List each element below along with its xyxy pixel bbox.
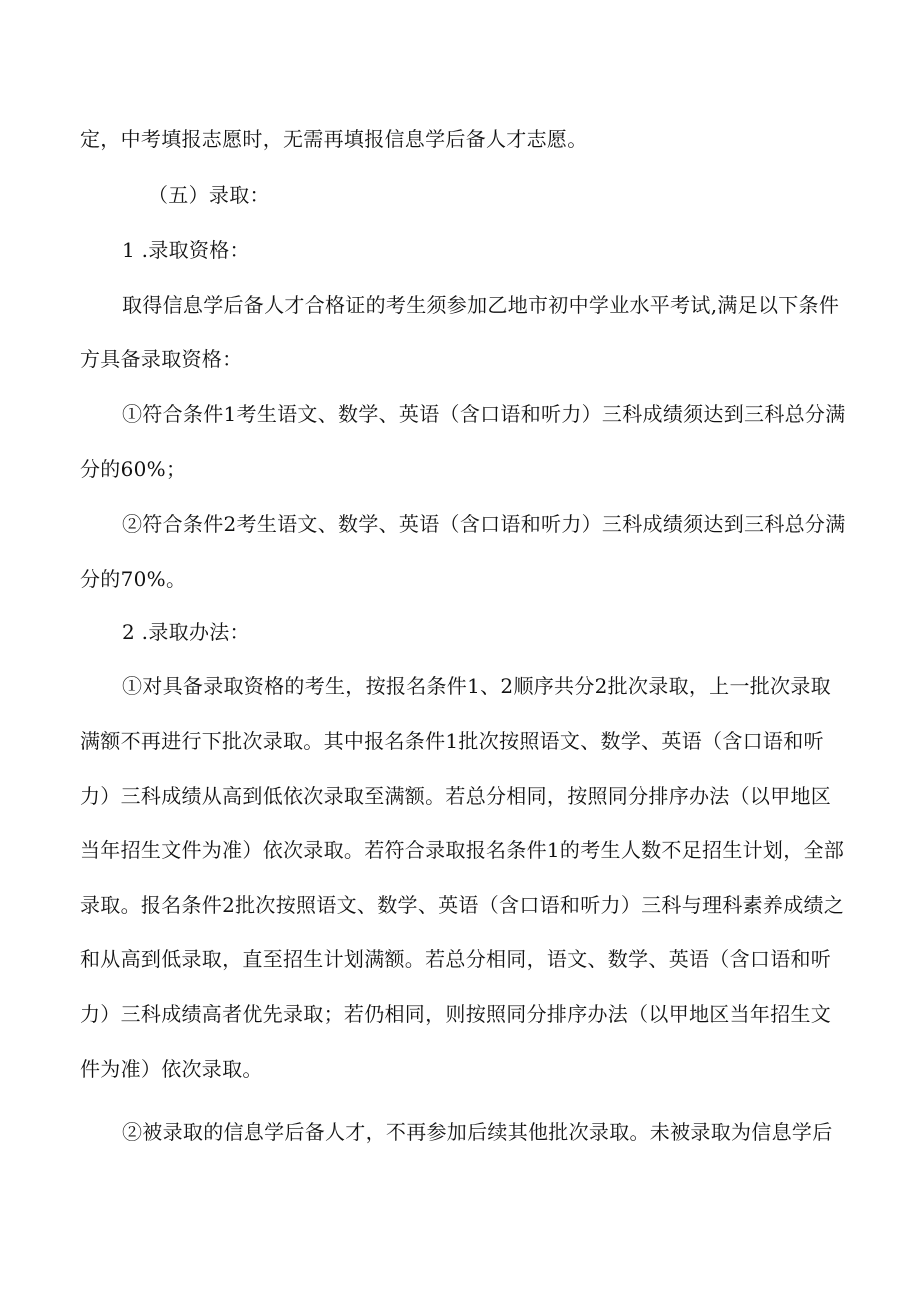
list-item-line: 当年招生文件为准）依次录取。若符合录取报名条件1的考生人数不足招生计划，全部: [80, 838, 845, 862]
list-item-line: 件为准）依次录取。: [80, 1057, 263, 1081]
subsection-heading: 1 .录取资格：: [122, 238, 250, 262]
paragraph-line: 方具备录取资格：: [80, 347, 243, 371]
list-item-line: 分的60%；: [80, 457, 187, 481]
list-item-line: 和从高到低录取，直至招生计划满额。若总分相同，语文、数学、英语（含口语和听: [80, 947, 832, 971]
paragraph-line: 定，中考填报志愿时，无需再填报信息学后备人才志愿。: [80, 127, 588, 151]
list-item-line: ①对具备录取资格的考生，按报名条件1、2顺序共分2批次录取，上一批次录取: [122, 674, 831, 698]
list-item-line: ②被录取的信息学后备人才，不再参加后续其他批次录取。未被录取为信息学后: [122, 1120, 833, 1144]
list-item-line: ①符合条件1考生语文、数学、英语（含口语和听力）三科成绩须达到三科总分满: [122, 402, 846, 426]
section-heading: （五）录取：: [148, 183, 270, 207]
list-item-line: ②符合条件2考生语文、数学、英语（含口语和听力）三科成绩须达到三科总分满: [122, 512, 846, 536]
list-item-line: 力）三科成绩从高到低依次录取至满额。若总分相同，按照同分排序办法（以甲地区: [80, 784, 832, 808]
list-item-line: 录取。报名条件2批次按照语文、数学、英语（含口语和听力）三科与理科素养成绩之: [80, 893, 845, 917]
paragraph-line: 取得信息学后备人才合格证的考生须参加乙地市初中学业水平考试,满足以下条件: [122, 293, 840, 317]
list-item-line: 力）三科成绩高者优先录取；若仍相同，则按照同分排序办法（以甲地区当年招生文: [80, 1002, 832, 1026]
subsection-heading: 2 .录取办法：: [122, 620, 250, 644]
list-item-line: 分的70%。: [80, 567, 187, 591]
list-item-line: 满额不再进行下批次录取。其中报名条件1批次按照语文、数学、英语（含口语和听: [80, 729, 824, 753]
